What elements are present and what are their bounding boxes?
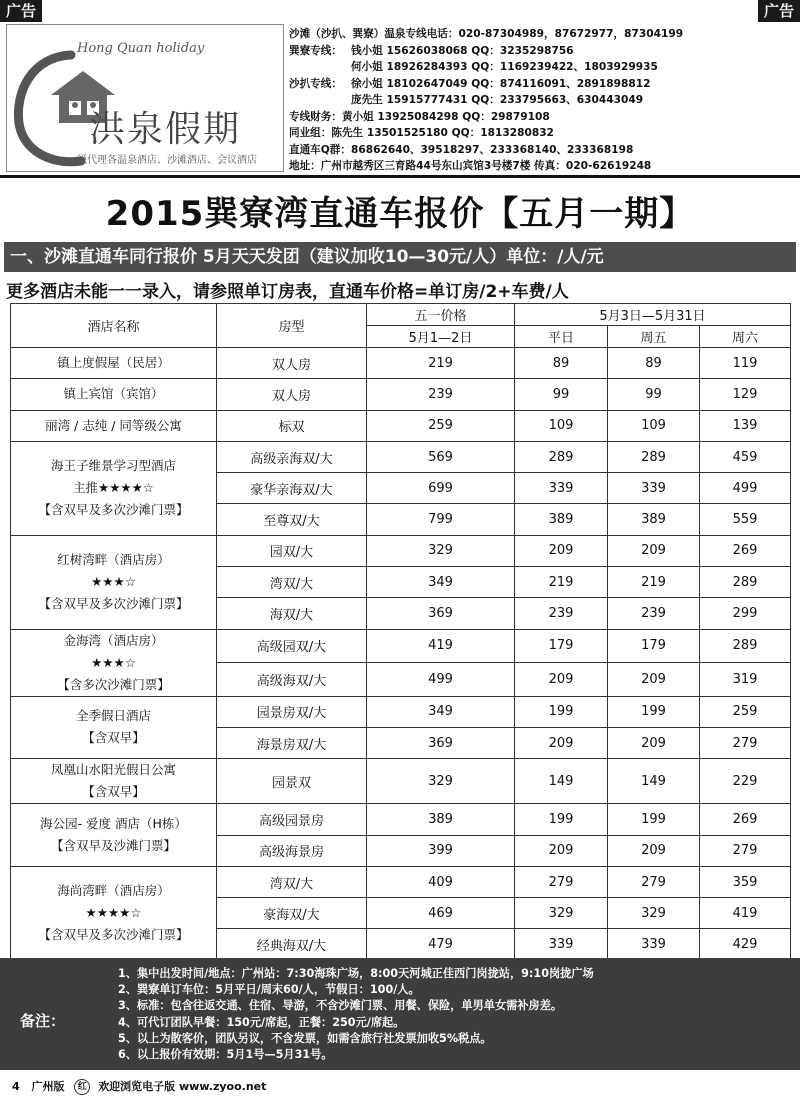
price-friday-cell: 239 — [608, 598, 700, 629]
table-row — [11, 348, 791, 379]
note-item: 4、可代订团队早餐：150元/席起，正餐：250元/席起。 — [118, 1015, 405, 1029]
note-item: 1、集中出发时间/地点：广州站：7:30海珠广场，8:00天河城正佳西门岗拢站，9:10岗拢广场 — [118, 967, 594, 980]
table-row — [11, 696, 791, 727]
hotel-name-line: 金海湾（酒店房） — [63, 632, 164, 648]
price-weekday-cell: 239 — [515, 598, 608, 629]
price-may1-cell: 259 — [367, 410, 515, 441]
hotel-name-line: 镇上度假屋（民居） — [57, 355, 170, 371]
hotel-name-line: ★★★☆ — [91, 574, 136, 590]
price-may1-cell: 389 — [367, 804, 515, 835]
contact-shapa-label: 沙扒专线： — [289, 77, 342, 90]
price-weekday-cell: 89 — [515, 348, 608, 379]
room-type-cell: 双人房 — [217, 379, 367, 410]
price-saturday-cell: 279 — [700, 727, 791, 758]
contact-address: 地址：广州市越秀区三育路44号东山宾馆3号楼7楼 传真：020-62619248 — [289, 160, 652, 172]
price-may1-cell: 219 — [367, 348, 515, 379]
header-hotel: 酒店名称 — [11, 304, 217, 348]
price-weekday-cell: 199 — [515, 696, 608, 727]
price-friday-cell: 89 — [608, 348, 700, 379]
room-type-cell: 高级海景房 — [217, 835, 367, 866]
hotel-name-line: 全季假日酒店 — [75, 708, 151, 724]
price-may1-cell: 369 — [367, 727, 515, 758]
note-item: 3、标准：包含往返交通、住宿、导游，不含沙滩门票、用餐、保险，单男单女需补房差。 — [118, 999, 563, 1013]
price-saturday-cell: 259 — [700, 696, 791, 727]
hotel-name-cell — [11, 348, 217, 379]
hotel-name-line: 【含双早及多次沙滩门票】 — [38, 596, 189, 612]
hotel-name-line: 【含双早】 — [82, 730, 145, 746]
note-item: 2、巽寮单订车位：5月平日/周末60/人，节假日：100/人。 — [118, 983, 420, 997]
price-may1-cell: 469 — [367, 898, 515, 929]
price-weekday-cell: 209 — [515, 835, 608, 866]
price-friday-cell: 109 — [608, 410, 700, 441]
price-table — [10, 303, 791, 961]
price-saturday-cell: 359 — [700, 866, 791, 897]
room-type-cell: 高级海双/大 — [217, 663, 367, 697]
price-table-body — [11, 348, 791, 961]
price-friday-cell: 199 — [608, 804, 700, 835]
hotel-name-line: 主推★★★★☆ — [72, 480, 155, 496]
badge-icon: 红 — [74, 1079, 90, 1095]
header-weekday: 平日 — [515, 326, 608, 348]
room-type-cell: 海景房双/大 — [217, 727, 367, 758]
contact-xunliao-2: 何小姐 18926284393 QQ：1169239422、1803929935 — [351, 61, 658, 73]
header-saturday: 周六 — [700, 326, 791, 348]
paper-edition: 广州版 — [31, 1080, 65, 1093]
hotel-name-line: 海王子维景学习型酒店 — [50, 458, 176, 474]
room-type-cell: 园景双 — [217, 759, 367, 804]
price-friday-cell: 329 — [608, 898, 700, 929]
price-saturday-cell: 119 — [700, 348, 791, 379]
room-type-cell: 园双/大 — [217, 535, 367, 566]
price-may1-cell: 369 — [367, 598, 515, 629]
header-friday: 周五 — [608, 326, 700, 348]
hotel-name-line: 红树湾畔（酒店房） — [57, 552, 170, 568]
room-type-cell: 海双/大 — [217, 598, 367, 629]
price-friday-cell: 209 — [608, 727, 700, 758]
price-weekday-cell: 199 — [515, 804, 608, 835]
price-weekday-cell: 289 — [515, 441, 608, 472]
contact-xunliao-label: 巽寮专线： — [289, 44, 342, 57]
hotel-name-cell — [11, 535, 217, 629]
room-type-cell: 湾双/大 — [217, 567, 367, 598]
table-row — [11, 629, 791, 663]
page-footer — [0, 1074, 800, 1100]
price-saturday-cell: 229 — [700, 759, 791, 804]
footer-promo: 欢迎浏览电子版 www.zyoo.net — [98, 1080, 267, 1093]
section-heading: 一、沙滩直通车同行报价 5月天天发团（建议加收10—30元/人）单位：/人/元 — [4, 242, 796, 272]
price-weekday-cell: 99 — [515, 379, 608, 410]
room-type-cell: 双人房 — [217, 348, 367, 379]
header-range: 5月3日—5月31日 — [515, 304, 791, 326]
price-friday-cell: 209 — [608, 535, 700, 566]
room-type-cell: 标双 — [217, 410, 367, 441]
notes-label: 备注： — [20, 1012, 66, 1030]
price-weekday-cell: 179 — [515, 629, 608, 663]
hotel-name-line: 【含双早及多次沙滩门票】 — [38, 502, 189, 518]
header-divider — [0, 175, 800, 178]
price-weekday-cell: 339 — [515, 929, 608, 960]
price-weekday-cell: 219 — [515, 567, 608, 598]
hotel-name-line: 凤凰山水阳光假日公寓 — [50, 762, 176, 778]
table-row — [11, 410, 791, 441]
contact-shapa-2: 庞先生 15915777431 QQ：233795663、630443049 — [351, 94, 644, 106]
price-saturday-cell: 279 — [700, 835, 791, 866]
price-saturday-cell: 299 — [700, 598, 791, 629]
hotel-name-cell — [11, 696, 217, 759]
table-row — [11, 866, 791, 897]
price-weekday-cell: 339 — [515, 473, 608, 504]
contact-xunliao-1: 钱小姐 15626038068 QQ：3235298756 — [351, 44, 574, 57]
logo-english-name: Hong Quan holiday — [77, 41, 205, 56]
room-type-cell: 湾双/大 — [217, 866, 367, 897]
contact-shapa-1: 徐小姐 18102647049 QQ：874116091、2891898812 — [351, 77, 651, 90]
hotel-name-line: 【含双早及多次沙滩门票】 — [38, 927, 189, 943]
table-row — [11, 535, 791, 566]
price-friday-cell: 99 — [608, 379, 700, 410]
price-friday-cell: 339 — [608, 929, 700, 960]
page-number: 4 — [12, 1080, 20, 1093]
price-may1-cell: 399 — [367, 835, 515, 866]
notes-panel — [0, 958, 800, 1070]
price-weekday-cell: 209 — [515, 727, 608, 758]
room-type-cell: 高级园景房 — [217, 804, 367, 835]
price-weekday-cell: 279 — [515, 866, 608, 897]
price-saturday-cell: 419 — [700, 898, 791, 929]
room-type-cell: 经典海双/大 — [217, 929, 367, 960]
contact-group: 同业组：陈先生 13501525180 QQ：1813280832 — [289, 127, 554, 139]
header-room: 房型 — [217, 304, 367, 348]
pricing-note: 更多酒店未能一一录入，请参照单订房表，直通车价格=单订房/2+车费/人 — [6, 282, 569, 302]
price-may1-cell: 799 — [367, 504, 515, 535]
price-friday-cell: 389 — [608, 504, 700, 535]
price-may1-cell: 499 — [367, 663, 515, 697]
hotel-name-cell — [11, 379, 217, 410]
hotel-name-line: 海尚湾畔（酒店房） — [57, 883, 170, 899]
hotel-name-cell — [11, 804, 217, 867]
price-friday-cell: 179 — [608, 629, 700, 663]
contact-block — [289, 26, 795, 175]
notes-list — [118, 966, 594, 1063]
hotel-name-line: 镇上宾馆（宾馆） — [63, 386, 164, 402]
hotel-name-cell — [11, 629, 217, 696]
price-may1-cell: 349 — [367, 696, 515, 727]
price-may1-cell: 239 — [367, 379, 515, 410]
contact-hotline: 沙滩（沙扒、巽寮）温泉专线电话：020-87304989，87672977，87304199 — [289, 28, 684, 40]
hotel-name-line: 【含双早】 — [82, 784, 145, 800]
price-weekday-cell: 389 — [515, 504, 608, 535]
hotel-name-cell — [11, 759, 217, 804]
price-friday-cell: 219 — [608, 567, 700, 598]
hotel-name-line: 【含多次沙滩门票】 — [57, 676, 170, 692]
price-may1-cell: 569 — [367, 441, 515, 472]
header-may1: 五一价格 — [367, 304, 515, 326]
price-weekday-cell: 329 — [515, 898, 608, 929]
table-row — [11, 441, 791, 472]
room-type-cell: 园景房双/大 — [217, 696, 367, 727]
price-may1-cell: 699 — [367, 473, 515, 504]
price-weekday-cell: 209 — [515, 663, 608, 697]
hotel-name-cell — [11, 410, 217, 441]
price-may1-cell: 409 — [367, 866, 515, 897]
price-may1-cell: 329 — [367, 759, 515, 804]
room-type-cell: 豪海双/大 — [217, 898, 367, 929]
price-saturday-cell: 559 — [700, 504, 791, 535]
price-friday-cell: 339 — [608, 473, 700, 504]
price-weekday-cell: 109 — [515, 410, 608, 441]
hotel-name-line: 海公园- 爱度 酒店（H栋） — [40, 816, 187, 832]
logo — [6, 24, 284, 172]
price-friday-cell: 149 — [608, 759, 700, 804]
price-saturday-cell: 319 — [700, 663, 791, 697]
hotel-name-line: 丽湾 / 志纯 / 同等级公寓 — [45, 417, 182, 433]
hotel-name-line: 【含双早及沙滩门票】 — [50, 838, 176, 854]
price-saturday-cell: 289 — [700, 629, 791, 663]
logo-chinese-name: 洪泉假期 — [89, 109, 242, 150]
page-title: 2015巽寮湾直通车报价【五月一期】 — [105, 194, 695, 234]
hotel-name-cell — [11, 441, 217, 535]
table-row — [11, 804, 791, 835]
room-type-cell: 至尊双/大 — [217, 504, 367, 535]
room-type-cell: 高级园双/大 — [217, 629, 367, 663]
price-friday-cell: 209 — [608, 835, 700, 866]
price-weekday-cell: 149 — [515, 759, 608, 804]
hotel-name-line: ★★★★☆ — [85, 905, 142, 921]
room-type-cell: 高级亲海双/大 — [217, 441, 367, 472]
price-saturday-cell: 429 — [700, 929, 791, 960]
price-friday-cell: 209 — [608, 663, 700, 697]
price-friday-cell: 289 — [608, 441, 700, 472]
table-row — [11, 379, 791, 410]
price-saturday-cell: 499 — [700, 473, 791, 504]
price-saturday-cell: 129 — [700, 379, 791, 410]
price-saturday-cell: 139 — [700, 410, 791, 441]
contact-bus-qq: 直通车Q群：86862640、39518297、233368140、233368198 — [289, 143, 634, 156]
price-friday-cell: 199 — [608, 696, 700, 727]
hotel-name-line: ★★★☆ — [91, 654, 136, 670]
ad-tag-left: 广告 — [0, 0, 42, 22]
table-row — [11, 759, 791, 804]
logo-tagline: 一级代理各温泉酒店、沙滩酒店、会议酒店 — [67, 155, 257, 166]
price-may1-cell: 349 — [367, 567, 515, 598]
price-saturday-cell: 269 — [700, 535, 791, 566]
price-may1-cell: 329 — [367, 535, 515, 566]
price-saturday-cell: 459 — [700, 441, 791, 472]
note-item: 5、以上为散客价，团队另议，不含发票，如需含旅行社发票加收5%税点。 — [118, 1031, 492, 1045]
price-saturday-cell: 269 — [700, 804, 791, 835]
price-saturday-cell: 289 — [700, 567, 791, 598]
header-may1-range: 5月1—2日 — [367, 326, 515, 348]
price-may1-cell: 479 — [367, 929, 515, 960]
ad-tag-right: 广告 — [758, 0, 800, 22]
hotel-name-cell — [11, 866, 217, 960]
price-may1-cell: 419 — [367, 629, 515, 663]
note-item: 6、以上报价有效期：5月1号—5月31号。 — [118, 1048, 333, 1062]
price-weekday-cell: 209 — [515, 535, 608, 566]
room-type-cell: 豪华亲海双/大 — [217, 473, 367, 504]
price-friday-cell: 279 — [608, 866, 700, 897]
contact-finance: 专线财务：黄小姐 13925084298 QQ：29879108 — [289, 110, 550, 123]
